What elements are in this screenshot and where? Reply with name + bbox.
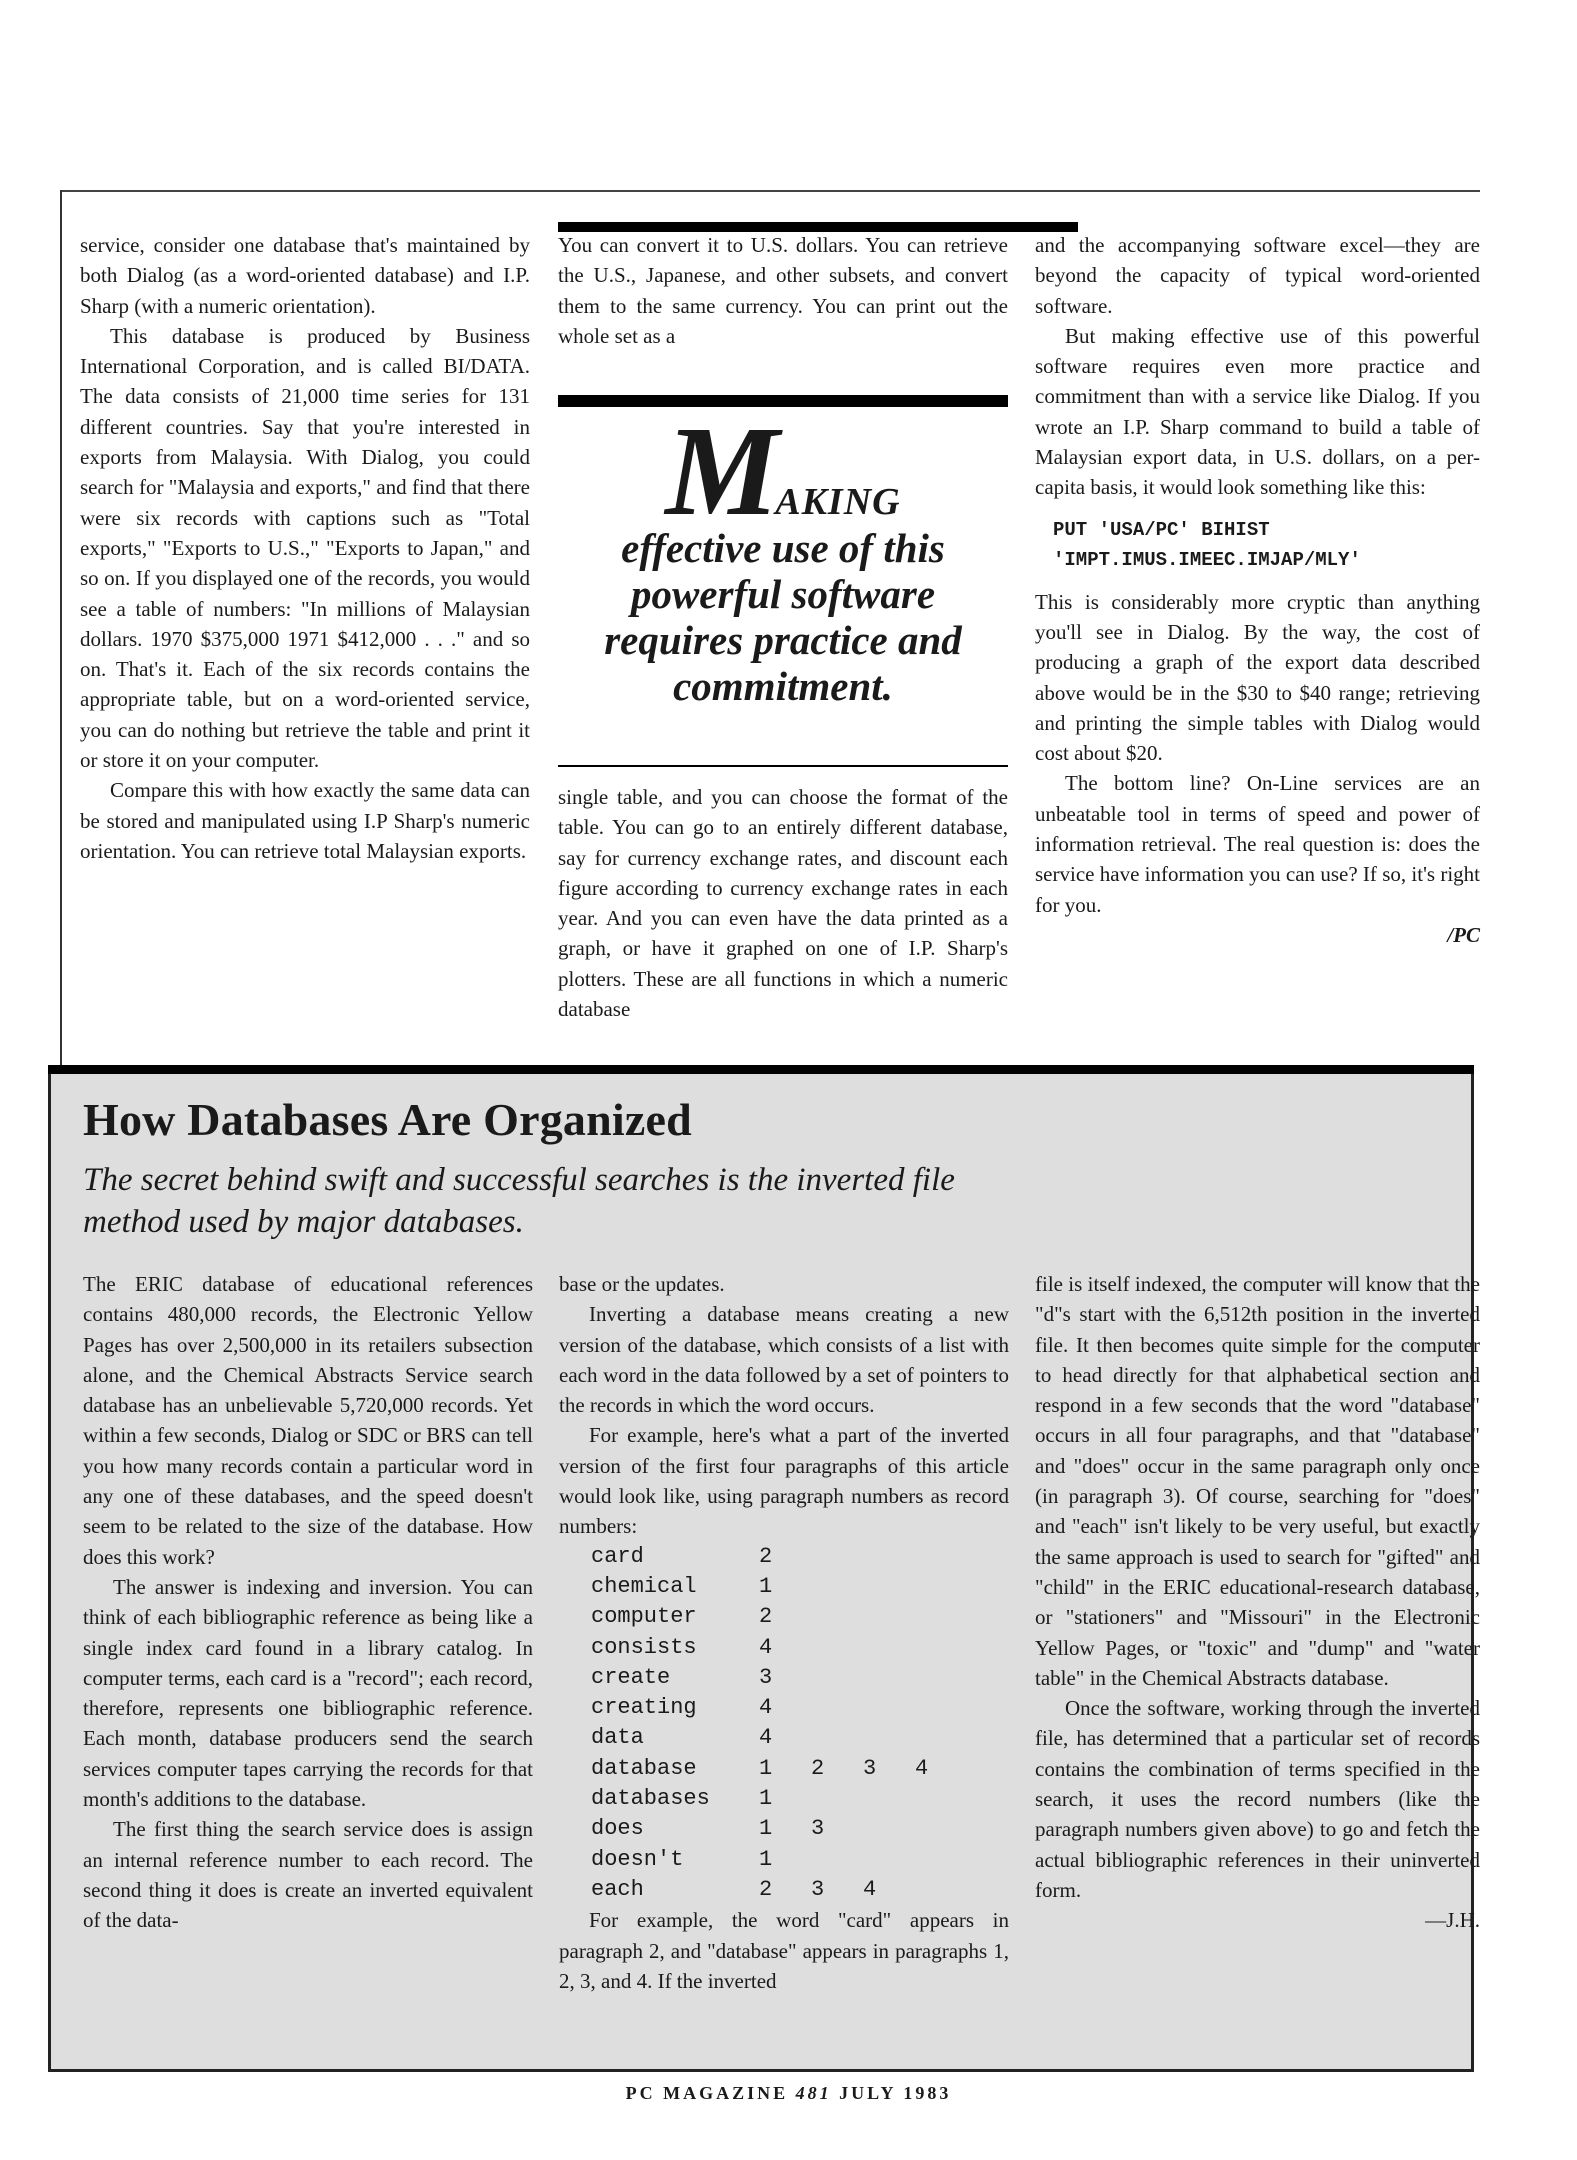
pull-quote-line: powerful software: [630, 571, 936, 617]
article-paragraph: single table, and you can choose the format of the table. You can go to an entirely different database, say for currency exchange rates, and discount each figure according to currency exchange rates in each year. And you can even have the data printed as a graph, or have it graphed on one of I.P. Sharp's plotters. These are all functions in which a numeric database: [558, 785, 1008, 1022]
index-record-number: [811, 1693, 863, 1723]
article-column-1: [80, 230, 530, 866]
article-paragraph: But making effective use of this powerful software requires even more practice and commitment than with a service like Dialog. If you wrote an I.P. Sharp command to build a table of Malaysian export data, in U.S. dollars, on a per-capita basis, it would look something like this:: [1035, 323, 1480, 500]
index-record-number: [811, 1572, 863, 1602]
index-row: [591, 1693, 967, 1723]
index-record-number: 2: [759, 1876, 773, 1902]
sidebar-subtitle: The secret behind swift and successful searches is the inverted file method used by major databases.: [83, 1162, 955, 1240]
index-row: [591, 1633, 967, 1663]
index-row: [591, 1814, 967, 1844]
index-row: [591, 1602, 967, 1632]
index-record-number: 4: [863, 1876, 877, 1902]
index-record-number: [915, 1572, 967, 1602]
sidebar-column-3: [1035, 1269, 1480, 1936]
index-word: creating: [591, 1695, 697, 1721]
article-paragraph: service, consider one database that's maintained by both Dialog (as a word-oriented database) and I.P. Sharp (with a numeric orientation).: [80, 233, 530, 318]
index-record-number: [915, 1663, 967, 1693]
code-sample: PUT 'USA/PC' BIHIST 'IMPT.IMUS.IMEEC.IMJAP/MLY': [1053, 518, 1361, 571]
index-record-number: [915, 1542, 967, 1572]
pull-quote-line: commitment.: [673, 663, 893, 709]
footer-page-number: 481: [795, 2083, 832, 2103]
index-record-number: 2: [759, 1543, 773, 1569]
sidebar-paragraph: Inverting a database means creating a new version of the database, which consists of a list with each word in the data followed by a set of pointers to the records in which the word occurs.: [559, 1302, 1009, 1418]
pull-quote-text: [558, 400, 1008, 709]
index-record-number: [863, 1814, 915, 1844]
index-word: consists: [591, 1634, 697, 1660]
pull-quote-line: effective use of this: [621, 525, 945, 571]
article-continuation: [80, 230, 1480, 1070]
index-record-number: 3: [811, 1876, 825, 1902]
sidebar-paragraph: The answer is indexing and inversion. You can think of each bibliographic reference as being like a single index card found in a library catalog. In computer terms, each card is a "record"; each record, therefore, represents one bibliographic reference. Each month, database producers send the search services computer tapes carrying the records for that month's additions to the database.: [83, 1574, 533, 1812]
index-word: chemical: [591, 1573, 697, 1599]
index-record-number: 1: [759, 1846, 773, 1872]
index-record-number: [811, 1602, 863, 1632]
index-record-number: [915, 1723, 967, 1753]
index-row: [591, 1663, 967, 1693]
index-word: databases: [591, 1786, 710, 1812]
sidebar-signoff: —J.H.: [1425, 1908, 1480, 1933]
index-record-number: 1: [759, 1786, 773, 1812]
article-paragraph: The bottom line? On-Line services are an unbeatable tool in terms of speed and power of information retrieval. The real question is: does the service have information you can use? If so, it's right for you.: [1035, 771, 1480, 917]
index-row: [591, 1542, 967, 1572]
footer-magazine: PC MAGAZINE: [625, 2083, 789, 2103]
sidebar-paragraph: base or the updates.: [559, 1272, 725, 1296]
index-record-number: [811, 1633, 863, 1663]
index-record-number: 4: [915, 1755, 929, 1781]
frame-top-rule: [60, 190, 1480, 192]
index-record-number: 2: [811, 1755, 825, 1781]
article-paragraph: You can convert it to U.S. dollars. You can retrieve the U.S., Japanese, and other subsets, and convert them to the same currency. You can print out the whole set as a: [558, 233, 1008, 348]
index-record-number: [863, 1663, 915, 1693]
index-record-number: [915, 1875, 967, 1905]
index-record-number: 4: [759, 1695, 773, 1721]
index-record-number: [863, 1784, 915, 1814]
sidebar-paragraph: The ERIC database of educational references contains 480,000 records, the Electronic Yellow Pages has over 2,500,000 in its retailers subsection alone, and the Chemical Abstracts Service search database has an unbelievable 5,720,000 records. Yet within a few seconds, Dialog or SDC or BRS can tell you how many records contain a particular word in any one of these databases, and the speed doesn't seem to be related to the size of the database. How does this work?: [83, 1272, 533, 1569]
pull-quote-top-rule: [558, 395, 1008, 407]
index-record-number: 1: [759, 1573, 773, 1599]
index-record-number: [915, 1845, 967, 1875]
sidebar-top-rule: [48, 1065, 1474, 1074]
index-row: [591, 1845, 967, 1875]
index-record-number: 1: [759, 1816, 773, 1842]
index-word: each: [591, 1876, 644, 1902]
index-record-number: [915, 1602, 967, 1632]
sidebar-title: How Databases Are Organized: [83, 1094, 692, 1145]
index-record-number: [863, 1542, 915, 1572]
article-paragraph: This database is produced by Business International Corporation, and is called BI/DATA. The data consists of 21,000 time series for 131 different countries. Say that you're interested in exports from Malaysia. With Dialog, you could search for "Malaysia and exports," and find that there were six records with captions such as "Total exports," "Exports to U.S.," "Exports to Japan," and so on. If you displayed one of the records, you would see a table of numbers: "In millions of Malaysian dollars. 1970 $375,000 1971 $412,000 . . ." and so on. That's it. Each of the six records contains the appropriate table, but on a word-oriented service, you can do nothing but retrieve the table and print it or store it on your computer.: [80, 323, 530, 773]
article-paragraph: and the accompanying software excel—they are beyond the capacity of typical word-oriented software.: [1035, 233, 1480, 318]
sidebar-column-2: [559, 1269, 1009, 1996]
index-record-number: 3: [863, 1755, 877, 1781]
index-record-number: [811, 1723, 863, 1753]
index-record-number: [811, 1784, 863, 1814]
article-column-2-top: [558, 230, 1008, 351]
article-column-2-bottom: [558, 782, 1008, 1024]
sidebar-box: [48, 1068, 1480, 2072]
index-record-number: 3: [759, 1664, 773, 1690]
index-record-number: 3: [811, 1816, 825, 1842]
article-paragraph: This is considerably more cryptic than anything you'll see in Dialog. By the way, the cost of producing a graph of the export data described above would be in the $30 to $40 range; retrieving and printing the simple tables with Dialog would cost about $20.: [1035, 589, 1480, 766]
pull-quote-bottom-rule: [558, 765, 1008, 767]
sidebar-paragraph: file is itself indexed, the computer will know that the "d"s start with the 6,512th position in the inverted file. It then becomes quite simple for the computer to head directly for that alphabetical section and respond in a few seconds that the word "database" occurs in all four paragraphs, and that "database" and "does" occur in the same paragraph only once (in paragraph 3). Of course, searching for "does" and "each" isn't likely to be very useful, but exactly the same approach is used to search for "gifted" and "child" in the ERIC educational-research database, or "stationers" and "Missouri" in the Electronic Yellow Pages, or "toxic" and "dump" and "water table" in the Chemical Abstracts database.: [1035, 1272, 1480, 1690]
article-signoff: /PC: [1447, 922, 1480, 947]
footer-date: JULY 1983: [839, 2083, 952, 2103]
index-record-number: 2: [759, 1604, 773, 1630]
index-record-number: [863, 1845, 915, 1875]
index-word: computer: [591, 1604, 697, 1630]
sidebar-paragraph: The first thing the search service does is assign an internal reference number to each record. The second thing it does is create an inverted equivalent of the data-: [83, 1817, 533, 1933]
index-record-number: [915, 1814, 967, 1844]
frame-left-rule: [60, 190, 62, 1070]
index-record-number: [863, 1633, 915, 1663]
index-record-number: [863, 1723, 915, 1753]
index-record-number: [863, 1693, 915, 1723]
page-footer: [0, 2083, 1577, 2104]
inverted-index-table: [591, 1542, 967, 1906]
index-record-number: 4: [759, 1634, 773, 1660]
index-record-number: [811, 1542, 863, 1572]
index-word: does: [591, 1816, 644, 1842]
sidebar-paragraph: For example, the word "card" appears in paragraph 2, and "database" appears in paragraphs 1, 2, 3, and 4. If the inverted: [559, 1908, 1009, 1993]
index-word: data: [591, 1725, 644, 1751]
index-record-number: [915, 1633, 967, 1663]
pull-quote-dropcap: M: [665, 400, 776, 542]
pull-quote-line: requires practice and: [604, 617, 962, 663]
pull-quote-first-word: AKING: [775, 481, 901, 523]
index-row: [591, 1572, 967, 1602]
sidebar-column-1: [83, 1269, 533, 1936]
index-record-number: [915, 1784, 967, 1814]
index-record-number: 4: [759, 1725, 773, 1751]
index-word: card: [591, 1543, 644, 1569]
index-record-number: [915, 1693, 967, 1723]
index-row: [591, 1723, 967, 1753]
index-record-number: 1: [759, 1755, 773, 1781]
index-record-number: [863, 1602, 915, 1632]
article-column-3: [1035, 230, 1480, 950]
index-row: [591, 1784, 967, 1814]
index-record-number: [863, 1572, 915, 1602]
index-word: doesn't: [591, 1846, 684, 1872]
index-word: create: [591, 1664, 671, 1690]
article-paragraph: Compare this with how exactly the same data can be stored and manipulated using I.P Sharp's numeric orientation. You can retrieve total Malaysian exports.: [80, 778, 530, 863]
index-row: [591, 1754, 967, 1784]
sidebar-paragraph: Once the software, working through the inverted file, has determined that a particular set of records contains the combination of terms specified in the search, it uses the record numbers (like the paragraph numbers given above) to go and fetch the actual bibliographic references in their uninverted form.: [1035, 1696, 1480, 1902]
index-word: database: [591, 1755, 697, 1781]
sidebar-paragraph: For example, here's what a part of the inverted version of the first four paragraphs of this article would look like, using paragraph numbers as record numbers:: [559, 1423, 1009, 1539]
index-record-number: [811, 1845, 863, 1875]
index-record-number: [811, 1663, 863, 1693]
pull-quote-first-line: [558, 400, 1008, 542]
index-row: [591, 1875, 967, 1905]
